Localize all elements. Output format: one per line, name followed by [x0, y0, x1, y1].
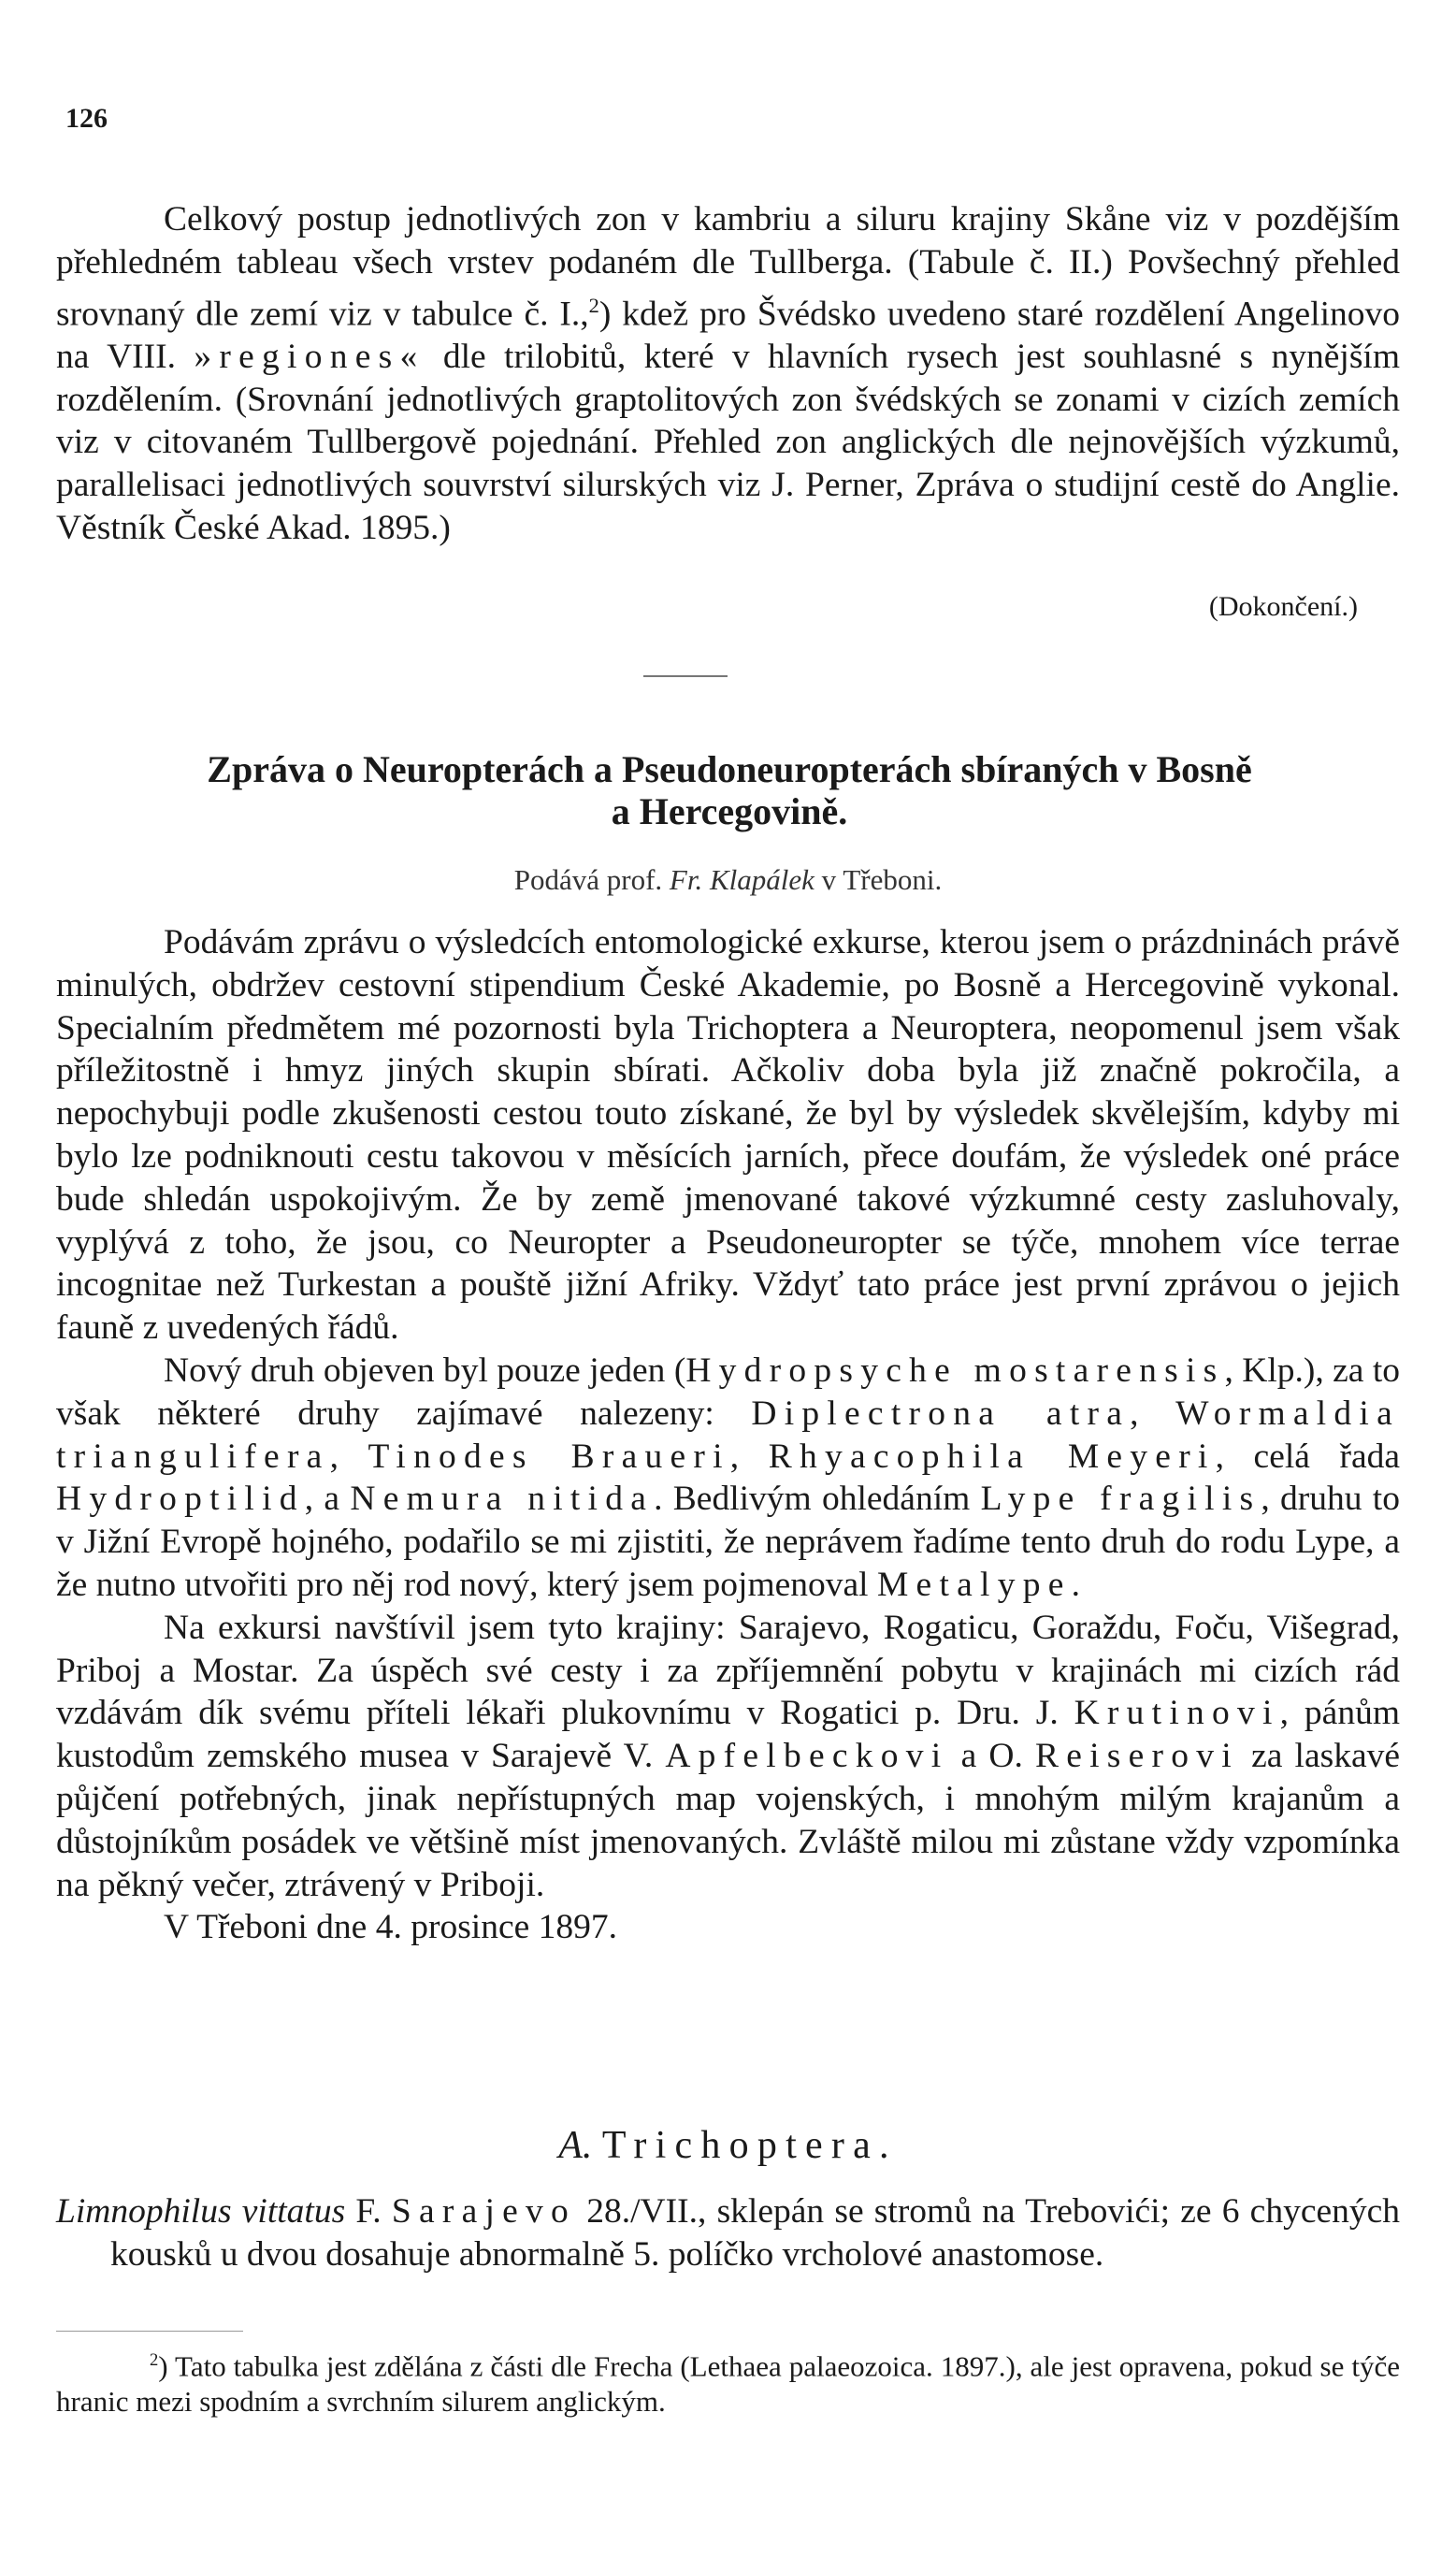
byline-author: Fr. Klapálek	[669, 863, 814, 896]
article-paragraph	[56, 1906, 1400, 1949]
text-run: F.	[345, 2192, 392, 2231]
text-run: Celkový postup jednotlivých zon v kambriu a siluru krajiny Skåne viz v pozdějším přehledném tableau všech vrstev podaném dle Tullberga. (Tabule č. II.) Povšechný přehled srovnaný dle zemí viz v tabulce č. I.,	[56, 200, 1400, 334]
text-run: . Bedlivým ohledáním	[654, 1480, 981, 1519]
article-paragraph	[56, 1607, 1400, 1907]
section-name: Trichoptera.	[601, 2124, 898, 2167]
species-paragraph	[56, 2190, 1400, 2276]
text-run: ,	[1130, 1394, 1176, 1433]
article-paragraph	[56, 921, 1400, 1350]
emphasized-term: Lype fragilis	[980, 1480, 1261, 1519]
text-run: ) kdež pro Švédsko uvedeno staré rozdělení Angelinovo na VIII.	[56, 295, 1400, 376]
text-run: V Třeboni dne 4. prosince 1897.	[164, 1908, 617, 1947]
article-title-line-1: Zpráva o Neuropterách a Pseudoneuropterách sbíraných v Bosně	[207, 748, 1252, 790]
article-byline	[0, 863, 1456, 897]
emphasized-term: Tinodes Braueri	[368, 1437, 730, 1476]
intro-section	[56, 198, 1400, 550]
text-run: Podávám zprávu o výsledcích entomologické exkurse, kterou jsem o prázdninách právě minulých, obdržev cestovní stipendium České Akademie, po Bosně a Hercegovině vykonal. Specialním předmětem mé pozornosti byla Trichoptera a Neuroptera, neopomenul jsem však příležitostně i hmyz jiných skupin sbírati. Ačkoliv doba byla již značně pokročila, a nepochybuji podle zkušenosti cestou touto získané, že byl by výsledek skvělejším, kdyby mi bylo lze podniknouti cestu takovou v měsících jarních, přece doufám, že výsledek oné práce bude shledán uspokojivým. Že by země jmenované takové výzkumné cesty zasluhovaly, vyplývá z toho, že jsou, co Neuropter a Pseudoneuropter se týče, mnohem více terrae incognitae než Turkestan a pouště jižní Afriky. Vždyť tato práce jest první zprávou o jejich fauně z uvedených řádů.	[56, 923, 1400, 1348]
text-run: Na exkursi navštívil jsem tyto krajiny: Sarajevo, Rogaticu, Goraždu, Foču, Višegrad, Priboj a Mostar. Za úspěch své cesty i za zpříjemnění pobytu v krajinách mi cizích rád vzdávám dík svému příteli lékaři plukovnímu v Rogatici p. Dru. J.	[56, 1608, 1400, 1733]
species-entry	[56, 2190, 1400, 2276]
text-run: dle trilobitů, které v hlavních rysech jest souhlasné s nynějším rozdělením. (Srovnání jednotlivých graptolitových zon švédských se zonami v cizích zemích viz v citovaném Tullbergově pojednání. Přehled zon anglických dle nejnovějších výzkumů, parallelisaci jednotlivých souvrství silurských viz J. Perner, Zpráva o studijní cestě do Anglie. Věstník České Akad. 1895.)	[56, 337, 1400, 548]
text-run: ,	[729, 1437, 769, 1476]
text-run: , celá řada	[1215, 1437, 1400, 1476]
intro-paragraph	[56, 198, 1400, 550]
emphasized-term: Rhyacophila Meyeri	[768, 1437, 1216, 1476]
footnote-rule	[56, 2331, 243, 2332]
text-run: ,	[329, 1437, 368, 1476]
page-number: 126	[65, 103, 108, 134]
article-body	[56, 921, 1400, 1949]
article-paragraph	[56, 1350, 1400, 1607]
emphasized-term: Reiserovi	[1034, 1737, 1239, 1776]
section-letter: A.	[558, 2124, 593, 2167]
emphasized-term: Sarajevo	[391, 2192, 577, 2231]
emphasized-term: Metalype	[876, 1565, 1072, 1604]
emphasized-term: Wormaldia triangulifera	[56, 1394, 1400, 1476]
text-run: Nový druh objeven byl pouze jeden (	[164, 1351, 686, 1390]
byline-suffix: v Třeboni.	[814, 863, 943, 896]
text-run: , a	[304, 1480, 351, 1519]
emphasized-term: Hydroptilid	[56, 1480, 305, 1519]
article-title	[84, 748, 1375, 832]
text-run: za laskavé půjčení potřebných, jinak nepřístupných map vojenských, i mnohým milým krajanům a důstojníkům posádek ve většině míst jmenovaných. Zvláště milou mi zůstane vždy vzpomínka na pěkný večer, ztrávený v Priboji.	[56, 1737, 1400, 1904]
emphasized-term: Limnophilus vittatus	[56, 2192, 346, 2231]
article-title-line-2: a Hercegovině.	[611, 790, 848, 832]
footnote	[56, 2343, 1400, 2420]
emphasized-term: Krutinovi	[1074, 1694, 1280, 1733]
byline-prefix: Podává prof.	[513, 863, 670, 896]
text-run: a O.	[948, 1737, 1035, 1776]
emphasized-term: Hydropsyche mostarensis	[685, 1351, 1225, 1390]
section-divider	[643, 675, 728, 677]
footnote-reference: 2	[588, 293, 599, 317]
emphasized-term: »regiones«	[194, 337, 425, 376]
text-run: .	[1071, 1565, 1080, 1604]
emphasized-term: Nemura nitida	[350, 1480, 655, 1519]
text-run: , Klp.), za to však některé druhy zajímavé nalezeny:	[56, 1351, 1400, 1433]
emphasized-term: Diplectrona atra	[751, 1394, 1131, 1433]
footnote-text: ) Tato tabulka jest zdělána z části dle Frecha (Lethaea palaeozoica. 1897.), ale jest opravena, pokud se týče hranic mezi spodním a svrchním silurem anglickým.	[56, 2349, 1400, 2419]
text-run: , druhu to v Jižní Evropě hojného, podařilo se mi zjistiti, že neprávem řadíme tento druh do rodu Lype, a že nutno utvořiti pro něj rod nový, který jsem pojmenoval	[56, 1480, 1400, 1604]
continuation-note: (Dokončení.)	[1208, 591, 1358, 622]
text-run: 28./VII., sklepán se stromů na Trebovići; ze 6 chycených kousků u dvou dosahuje abnormalně 5. políčko vrcholové anastomose.	[110, 2192, 1401, 2274]
text-run: , pánům kustodům zemského musea v Sarajevě V.	[56, 1694, 1400, 1776]
footnote-marker: 2	[150, 2350, 159, 2370]
emphasized-term: Apfelbeckovi	[665, 1737, 949, 1776]
section-heading	[0, 2123, 1456, 2168]
